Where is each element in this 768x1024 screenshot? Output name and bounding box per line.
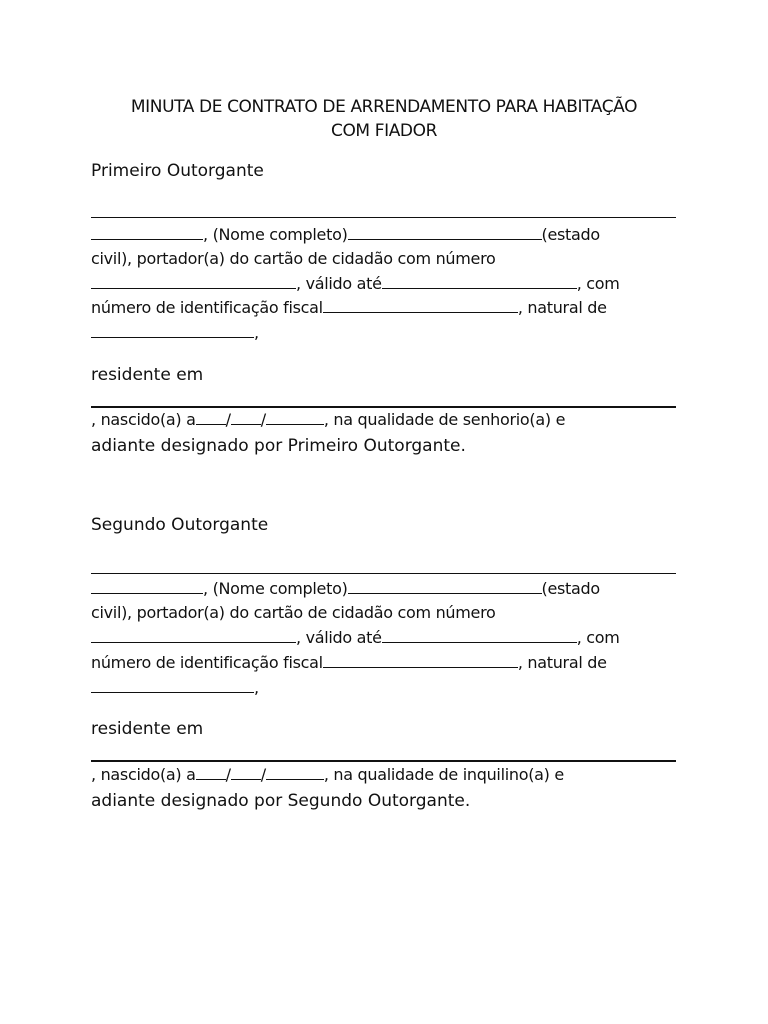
valido-ate-label: , válido até	[296, 628, 382, 647]
blank-field	[323, 297, 518, 313]
title-line-1: MINUTA DE CONTRATO DE ARRENDAMENTO PARA HABITAÇÃO	[130, 97, 638, 117]
com-label: , com	[576, 274, 620, 293]
primeiro-blank-line-1	[91, 217, 676, 218]
date-slash: /	[260, 765, 266, 784]
year-field	[266, 409, 324, 425]
comma: ,	[254, 323, 259, 342]
blank-field	[91, 578, 203, 594]
nif-label: número de identificação fiscal	[91, 298, 323, 317]
blank-field	[91, 627, 296, 643]
segundo-civil-line: civil), portador(a) do cartão de cidadão com número	[91, 603, 496, 622]
day-field	[196, 409, 226, 425]
valido-ate-label: , válido até	[296, 274, 382, 293]
month-field	[231, 764, 261, 780]
day-field	[196, 764, 226, 780]
qualidade-label: , na qualidade de senhorio(a) e	[323, 410, 566, 429]
blank-field	[348, 224, 542, 240]
segundo-nascido-line	[91, 764, 564, 786]
year-field	[266, 764, 324, 780]
segundo-outorgante-heading: Segundo Outorgante	[91, 515, 269, 535]
primeiro-civil-line: civil), portador(a) do cartão de cidadão com número	[91, 249, 496, 268]
primeiro-residente-line	[91, 406, 676, 408]
primeiro-nascido-line	[91, 409, 565, 431]
blank-field	[91, 677, 254, 693]
blank-field	[91, 322, 254, 338]
segundo-blank-line-1	[91, 573, 676, 574]
blank-field	[382, 627, 577, 643]
segundo-natural-line	[91, 677, 259, 699]
primeiro-designado: adiante designado por Primeiro Outorgante.	[91, 436, 466, 456]
blank-field	[91, 224, 203, 240]
natural-de-label: , natural de	[517, 298, 607, 317]
blank-field	[382, 273, 577, 289]
primeiro-nome-line	[91, 224, 600, 246]
primeiro-nif-line	[91, 297, 607, 319]
blank-field	[323, 652, 518, 668]
primeiro-outorgante-heading: Primeiro Outorgante	[91, 161, 264, 181]
primeiro-natural-line	[91, 322, 259, 344]
nif-label: número de identificação fiscal	[91, 653, 323, 672]
qualidade-label: , na qualidade de inquilino(a) e	[323, 765, 564, 784]
nascido-label: , nascido(a) a	[91, 410, 196, 429]
segundo-designado: adiante designado por Segundo Outorgante.	[91, 791, 471, 811]
segundo-nif-line	[91, 652, 607, 674]
blank-field	[91, 273, 296, 289]
natural-de-label: , natural de	[517, 653, 607, 672]
segundo-residente-label: residente em	[91, 719, 204, 739]
document-title	[60, 95, 708, 143]
estado-label: (estado	[541, 579, 600, 598]
month-field	[231, 409, 261, 425]
nascido-label: , nascido(a) a	[91, 765, 196, 784]
nome-completo-label: , (Nome completo)	[203, 225, 348, 244]
com-label: , com	[576, 628, 620, 647]
blank-field	[348, 578, 542, 594]
date-slash: /	[225, 410, 231, 429]
primeiro-residente-label: residente em	[91, 365, 204, 385]
segundo-residente-line	[91, 760, 676, 762]
primeiro-valido-line	[91, 273, 620, 295]
comma: ,	[254, 678, 259, 697]
date-slash: /	[225, 765, 231, 784]
date-slash: /	[260, 410, 266, 429]
estado-label: (estado	[541, 225, 600, 244]
segundo-valido-line	[91, 627, 620, 649]
nome-completo-label: , (Nome completo)	[203, 579, 348, 598]
title-line-2: COM FIADOR	[330, 121, 438, 141]
segundo-nome-line	[91, 578, 600, 600]
